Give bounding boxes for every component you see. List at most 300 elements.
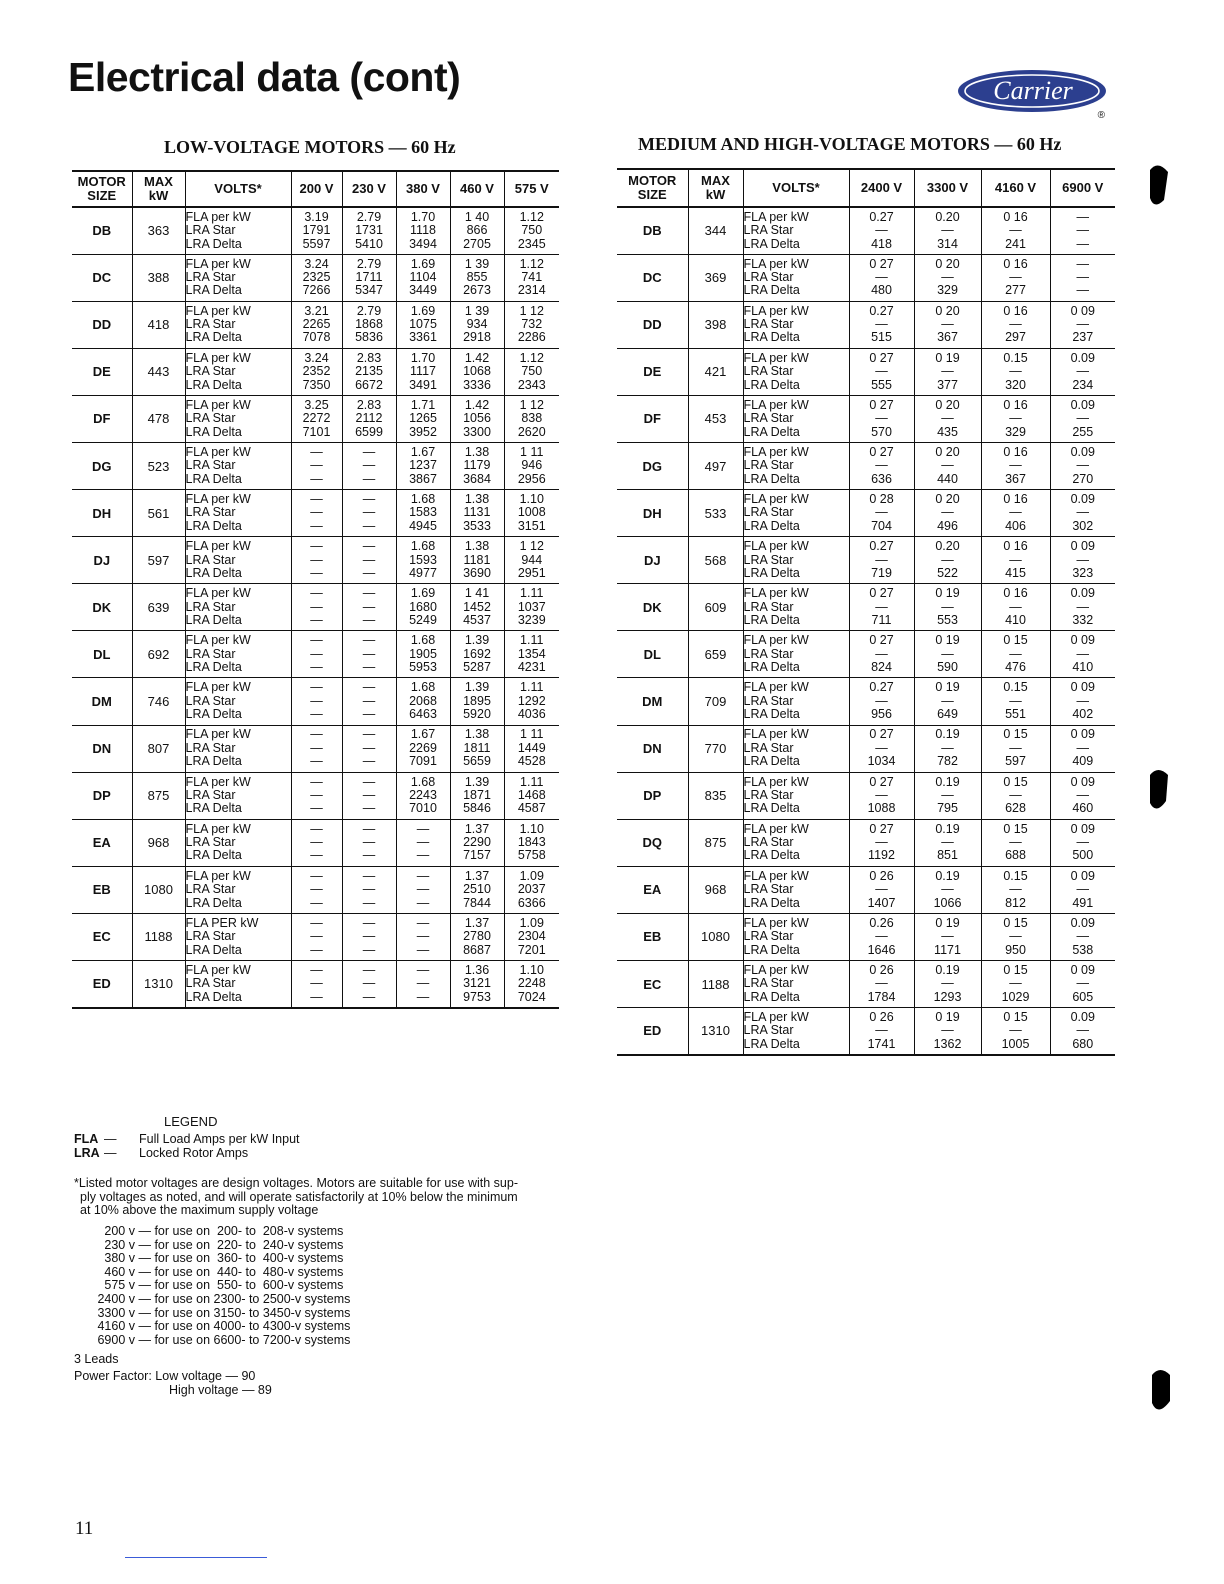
value-cell xyxy=(849,395,914,442)
volts-labels xyxy=(185,913,291,960)
value: 3867 xyxy=(409,471,437,486)
value: 0.20 xyxy=(935,209,960,224)
value: 1.39 xyxy=(464,774,490,789)
value-cell xyxy=(849,537,914,584)
value: 0 27 xyxy=(869,633,894,648)
value: — xyxy=(362,929,376,944)
value: 0 16 xyxy=(1003,397,1028,412)
value: — xyxy=(1076,411,1089,426)
value-cell xyxy=(981,395,1050,442)
value: — xyxy=(1076,929,1089,944)
volts-label: LRA Delta xyxy=(743,801,800,816)
volts-label: FLA per kW xyxy=(743,444,809,459)
value: 3494 xyxy=(409,236,437,251)
value: 636 xyxy=(871,471,892,486)
volts-label: LRA Star xyxy=(743,882,794,897)
value: 1362 xyxy=(933,1036,962,1051)
value: 0.27 xyxy=(869,209,894,224)
value-cell xyxy=(396,819,450,866)
value: 0 15 xyxy=(1003,1009,1028,1024)
volts-label: FLA per kW xyxy=(743,350,809,365)
value: 1181 xyxy=(463,552,491,567)
value: 1 11 xyxy=(520,444,544,459)
volts-label: FLA per kW xyxy=(185,256,251,271)
value: — xyxy=(416,882,430,897)
value-cell xyxy=(504,254,559,301)
value: 0.20 xyxy=(935,539,960,554)
value-cell xyxy=(291,961,342,1008)
volts-label: LRA Star xyxy=(185,552,236,567)
value: 5953 xyxy=(409,660,437,675)
value: — xyxy=(1009,646,1022,661)
volts-label: LRA Delta xyxy=(185,565,242,580)
value-cell xyxy=(849,913,914,960)
value: 5836 xyxy=(355,330,383,345)
max-kw: 363 xyxy=(132,207,185,254)
value-cell xyxy=(981,490,1050,537)
value: 3.21 xyxy=(304,303,329,318)
volts-label: LRA Delta xyxy=(743,471,800,486)
volts-labels xyxy=(743,584,849,631)
value: 234 xyxy=(1072,377,1094,392)
table-row xyxy=(72,254,559,301)
value: — xyxy=(941,223,954,238)
volts-label: FLA per kW xyxy=(185,350,251,365)
value-cell xyxy=(504,490,559,537)
value-cell xyxy=(981,725,1050,772)
value: — xyxy=(941,787,954,802)
value: — xyxy=(362,492,376,506)
value: — xyxy=(1076,646,1089,661)
volts-label: FLA per kW xyxy=(185,680,251,695)
value-cell xyxy=(914,913,981,960)
value-cell xyxy=(396,207,450,254)
value: — xyxy=(875,787,888,802)
value: 1 39 xyxy=(464,256,490,271)
value: 1.71 xyxy=(410,397,436,412)
value: 255 xyxy=(1072,424,1094,439)
volts-label: LRA Star xyxy=(185,835,236,850)
volts-labels xyxy=(185,584,291,631)
value: 4537 xyxy=(463,613,491,627)
value-cell xyxy=(981,442,1050,489)
value: 7091 xyxy=(409,754,437,769)
max-kw: 770 xyxy=(688,725,743,772)
value: 1.10 xyxy=(519,962,544,977)
value: 782 xyxy=(937,754,958,769)
value-cell xyxy=(342,678,396,725)
value-cell xyxy=(914,207,981,254)
value: — xyxy=(875,1023,888,1038)
value: 750 xyxy=(521,364,543,379)
value: 332 xyxy=(1072,613,1094,627)
value: 1 40 xyxy=(464,209,490,224)
value: 500 xyxy=(1072,848,1094,863)
value: — xyxy=(362,821,376,836)
volts-labels xyxy=(185,254,291,301)
value: 2290 xyxy=(463,835,491,850)
value-cell xyxy=(849,254,914,301)
value: — xyxy=(1076,256,1089,271)
value: 1646 xyxy=(867,942,896,957)
value: — xyxy=(362,989,376,1004)
value-cell xyxy=(291,584,342,631)
value-cell xyxy=(1050,725,1115,772)
value: 1791 xyxy=(302,223,331,238)
value: — xyxy=(1009,411,1022,426)
value-cell xyxy=(342,442,396,489)
value: — xyxy=(362,942,376,957)
volts-label: LRA Delta xyxy=(743,236,800,251)
value: 409 xyxy=(1072,754,1094,769)
value: 0.09 xyxy=(1070,397,1095,412)
value: 496 xyxy=(937,518,958,533)
value: — xyxy=(1076,976,1089,991)
value: 0.26 xyxy=(869,915,894,930)
value: — xyxy=(310,727,323,742)
header-voltage-col: 380 V xyxy=(396,171,450,207)
value: 2705 xyxy=(463,236,491,251)
value: — xyxy=(310,976,323,991)
value: 0 09 xyxy=(1070,868,1095,883)
value: 1905 xyxy=(409,646,437,661)
table-row xyxy=(617,725,1115,772)
value: 950 xyxy=(1005,942,1026,957)
value-cell xyxy=(849,866,914,913)
value: 1593 xyxy=(409,552,437,567)
value: 1.38 xyxy=(464,492,490,506)
value: — xyxy=(362,680,376,695)
table-row xyxy=(617,913,1115,960)
max-kw: 875 xyxy=(688,819,743,866)
volts-label: LRA Delta xyxy=(185,942,242,957)
volts-labels xyxy=(743,442,849,489)
value: — xyxy=(362,774,376,789)
value: — xyxy=(1009,505,1022,520)
value: — xyxy=(875,693,888,708)
value-cell xyxy=(981,1008,1050,1055)
legend-list xyxy=(74,1133,300,1160)
volts-label: FLA per kW xyxy=(743,962,809,977)
value-cell xyxy=(291,678,342,725)
table-row xyxy=(617,254,1115,301)
value-cell xyxy=(849,678,914,725)
value: — xyxy=(362,693,376,708)
value-cell xyxy=(291,772,342,819)
value-cell xyxy=(504,537,559,584)
value: 329 xyxy=(937,283,958,298)
value-cell xyxy=(342,490,396,537)
motor-size: DG xyxy=(617,442,688,489)
value: — xyxy=(941,882,954,897)
power-factor: Power Factor: Low voltage — 90 High voltage — 89 xyxy=(74,1369,272,1397)
punch-hole-mark xyxy=(1144,765,1174,815)
value: — xyxy=(941,835,954,850)
value-cell xyxy=(849,442,914,489)
value: 1 12 xyxy=(519,303,544,318)
value: 1.37 xyxy=(464,868,490,883)
value: — xyxy=(875,458,888,473)
value: — xyxy=(362,740,376,755)
punch-hole-mark xyxy=(1144,160,1174,210)
value: 2068 xyxy=(409,693,437,708)
motor-size: EC xyxy=(617,961,688,1008)
value: 855 xyxy=(466,269,488,284)
value: 680 xyxy=(1072,1036,1094,1051)
value: 1192 xyxy=(868,848,895,863)
value-cell xyxy=(342,254,396,301)
value: 553 xyxy=(937,613,958,627)
legend-title: LEGEND xyxy=(164,1114,218,1129)
value: 2265 xyxy=(302,317,331,332)
header-motor-size: MOTOR SIZE xyxy=(617,169,688,207)
value-cell xyxy=(504,584,559,631)
value: — xyxy=(362,835,376,850)
volts-label: LRA Star xyxy=(185,740,236,755)
value: 0.15 xyxy=(1003,868,1028,883)
volts-labels xyxy=(185,348,291,395)
motor-size: DN xyxy=(617,725,688,772)
value: — xyxy=(362,754,376,769)
value: 1868 xyxy=(355,317,383,332)
value-cell xyxy=(504,395,559,442)
volts-labels xyxy=(743,1008,849,1055)
value: 0 09 xyxy=(1070,821,1095,836)
value: 1 11 xyxy=(520,727,544,742)
volts-label: FLA per kW xyxy=(185,633,251,648)
value: — xyxy=(362,895,376,910)
value: 0 20 xyxy=(935,256,960,271)
table-row xyxy=(72,490,559,537)
value: — xyxy=(941,929,954,944)
max-kw: 968 xyxy=(132,819,185,866)
value: — xyxy=(362,707,376,722)
value-cell xyxy=(849,1008,914,1055)
max-kw: 398 xyxy=(688,301,743,348)
value-cell xyxy=(981,961,1050,1008)
value: — xyxy=(310,989,323,1004)
value-cell xyxy=(914,678,981,725)
value: — xyxy=(310,539,323,554)
value: 1237 xyxy=(409,458,437,473)
value: 1034 xyxy=(867,754,896,769)
value-cell xyxy=(981,772,1050,819)
value: 0.09 xyxy=(1070,915,1095,930)
value-cell xyxy=(849,207,914,254)
value: 0 15 xyxy=(1003,727,1028,742)
value: 1407 xyxy=(867,895,896,910)
value: 1056 xyxy=(463,411,491,426)
value-cell xyxy=(849,490,914,537)
value: 1 39 xyxy=(464,303,490,318)
value-cell xyxy=(504,348,559,395)
value-cell xyxy=(396,254,450,301)
value: 418 xyxy=(871,236,892,251)
volts-labels xyxy=(185,631,291,678)
value-cell xyxy=(396,678,450,725)
value: — xyxy=(875,317,888,332)
value: — xyxy=(875,505,888,520)
voltage-range-item: 230 v — for use on 220- to 240-v systems xyxy=(104,1237,344,1252)
value: 590 xyxy=(937,660,958,675)
value-cell xyxy=(291,725,342,772)
value: — xyxy=(362,868,376,883)
value-cell xyxy=(981,584,1050,631)
value-cell xyxy=(342,772,396,819)
volts-label: LRA Star xyxy=(185,693,236,708)
value: 1293 xyxy=(933,989,962,1004)
value: 0 16 xyxy=(1003,444,1028,459)
volts-label: FLA per kW xyxy=(185,492,251,506)
max-kw: 1310 xyxy=(688,1008,743,1055)
value: 277 xyxy=(1005,283,1026,298)
table-row xyxy=(72,537,559,584)
value: — xyxy=(310,518,323,533)
logo-text: Carrier xyxy=(993,76,1073,105)
value: — xyxy=(416,835,430,850)
volts-label: LRA Delta xyxy=(185,895,242,910)
value: 0 16 xyxy=(1003,586,1028,601)
value-cell xyxy=(396,631,450,678)
volts-labels xyxy=(185,961,291,1008)
value: — xyxy=(310,646,323,661)
volts-label: LRA Delta xyxy=(185,377,242,392)
motor-size: DL xyxy=(72,631,132,678)
value-cell xyxy=(450,584,504,631)
value: — xyxy=(875,223,888,238)
value: — xyxy=(310,552,323,567)
legend-item-fla: FLA — Full Load Amps per kW Input xyxy=(74,1132,300,1146)
value: 1583 xyxy=(409,505,437,520)
value: 1.09 xyxy=(519,868,544,883)
value: 1.11 xyxy=(520,586,544,601)
value: 1.10 xyxy=(519,821,544,836)
volts-label: FLA per kW xyxy=(743,868,809,883)
max-kw: 692 xyxy=(132,631,185,678)
volts-label: FLA per kW xyxy=(185,962,251,977)
value-cell xyxy=(981,866,1050,913)
value-cell xyxy=(342,301,396,348)
header-max-kw: MAX kW xyxy=(132,171,185,207)
value-cell xyxy=(342,584,396,631)
motor-size: DC xyxy=(617,254,688,301)
value: — xyxy=(1009,882,1022,897)
value: — xyxy=(310,942,323,957)
value-cell xyxy=(849,301,914,348)
value-cell xyxy=(342,207,396,254)
table-row xyxy=(72,631,559,678)
motor-size: EC xyxy=(72,913,132,960)
value: 1468 xyxy=(517,787,546,802)
volts-label: LRA Star xyxy=(185,458,236,473)
value: 415 xyxy=(1005,565,1026,580)
value: 0 27 xyxy=(869,444,894,459)
volts-labels xyxy=(743,678,849,725)
max-kw: 344 xyxy=(688,207,743,254)
voltage-range-item: 4160 v — for use on 4000- to 4300-v systems xyxy=(97,1319,351,1334)
value: — xyxy=(875,411,888,426)
volts-label: FLA per kW xyxy=(743,821,809,836)
value: — xyxy=(875,882,888,897)
table-row xyxy=(72,207,559,254)
value-cell xyxy=(291,207,342,254)
value: 0 28 xyxy=(869,492,894,506)
table-row xyxy=(617,961,1115,1008)
value: — xyxy=(362,458,376,473)
motor-size: EA xyxy=(617,866,688,913)
value-cell xyxy=(396,395,450,442)
value: 1088 xyxy=(867,801,896,816)
value: 649 xyxy=(937,707,958,722)
value: 2135 xyxy=(355,364,383,379)
motor-size: DB xyxy=(72,207,132,254)
table-row xyxy=(72,725,559,772)
value-cell xyxy=(504,678,559,725)
value: 4945 xyxy=(409,518,437,533)
value: 1131 xyxy=(463,505,491,520)
value: — xyxy=(1076,740,1089,755)
value-cell xyxy=(1050,913,1115,960)
value-cell xyxy=(849,961,914,1008)
volts-label: LRA Delta xyxy=(743,565,800,580)
value: — xyxy=(310,929,323,944)
volts-label: LRA Delta xyxy=(185,330,242,345)
value: 0 16 xyxy=(1003,256,1028,271)
table-row xyxy=(617,395,1115,442)
value: 0 27 xyxy=(869,774,894,789)
value: 1354 xyxy=(517,646,546,661)
volts-label: LRA Star xyxy=(185,787,236,802)
value: 440 xyxy=(937,471,958,486)
volts-label: LRA Star xyxy=(185,882,236,897)
value: 0 27 xyxy=(869,586,894,601)
max-kw: 523 xyxy=(132,442,185,489)
value-cell xyxy=(342,866,396,913)
value: — xyxy=(875,364,888,379)
value: 4231 xyxy=(517,660,546,675)
header-voltage-col: 230 V xyxy=(342,171,396,207)
motor-size: DE xyxy=(72,348,132,395)
max-kw: 388 xyxy=(132,254,185,301)
value: — xyxy=(310,599,323,614)
value: — xyxy=(310,633,323,648)
value: — xyxy=(310,680,323,695)
voltage-range-item: 460 v — for use on 440- to 480-v systems xyxy=(104,1264,344,1279)
volts-labels xyxy=(185,490,291,537)
value: 1843 xyxy=(517,835,546,850)
value: 851 xyxy=(937,848,958,863)
value: 1.42 xyxy=(464,350,490,365)
value: 3.19 xyxy=(304,209,329,224)
max-kw: 533 xyxy=(688,490,743,537)
value: 0 19 xyxy=(935,680,960,695)
value: 0 27 xyxy=(869,727,894,742)
value: 1.68 xyxy=(410,492,436,506)
value: 1.68 xyxy=(410,633,436,648)
volts-label: LRA Star xyxy=(743,269,794,284)
value-cell xyxy=(450,913,504,960)
value: 2.83 xyxy=(356,397,382,412)
value: 237 xyxy=(1072,330,1094,345)
value-cell xyxy=(1050,395,1115,442)
value-cell xyxy=(1050,254,1115,301)
value-cell xyxy=(981,348,1050,395)
value: 5920 xyxy=(463,707,491,722)
value-cell xyxy=(914,631,981,678)
volts-label: LRA Star xyxy=(743,1023,794,1038)
footnote: *Listed motor voltages are design voltages. Motors are suitable for use with sup- ply voltages as noted, and will operate satisfactorily at 10% below the minimum at 10% above the maximum supply voltage xyxy=(74,1176,518,1218)
value: 1.38 xyxy=(464,727,490,742)
